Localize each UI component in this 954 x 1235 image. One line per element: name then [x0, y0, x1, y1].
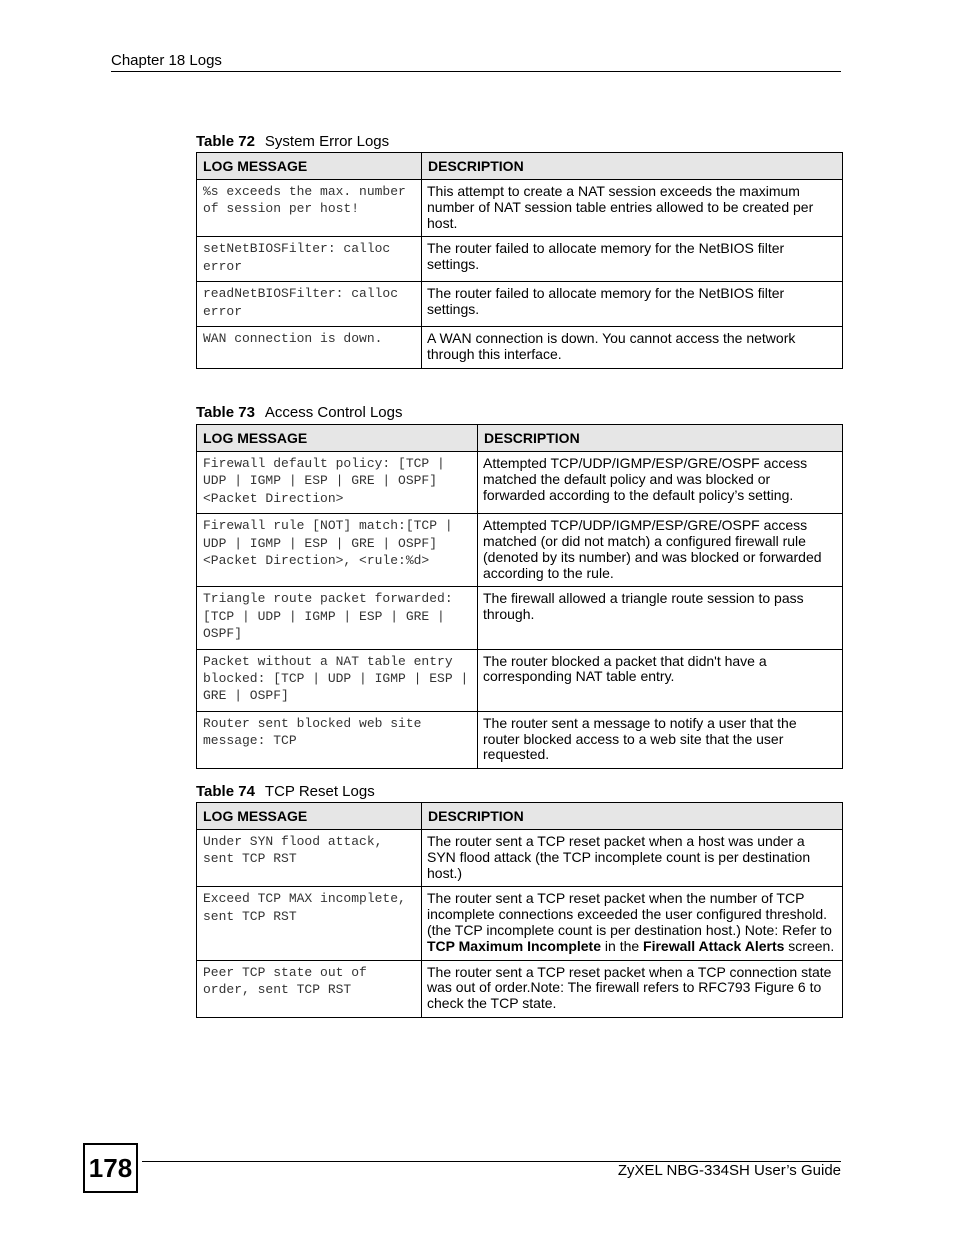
tcp-reset-logs-table	[196, 802, 843, 1018]
table-row	[197, 514, 843, 587]
log-message-cell: setNetBIOSFilter: calloc error	[197, 237, 422, 282]
description-cell: This attempt to create a NAT session exceeds the maximum number of NAT session table entries allowed to be created per host.	[422, 180, 843, 237]
running-header: Chapter 18 Logs	[111, 52, 222, 69]
column-header-description: DESCRIPTION	[422, 153, 843, 180]
system-error-logs-table	[196, 152, 843, 369]
table-row	[197, 960, 843, 1017]
description-cell: A WAN connection is down. You cannot access the network through this interface.	[422, 327, 843, 369]
table-row	[197, 649, 843, 711]
log-message-cell: %s exceeds the max. number of session per host!	[197, 180, 422, 237]
description-cell	[422, 887, 843, 960]
table-row	[197, 237, 843, 282]
table-title: TCP Reset Logs	[264, 783, 375, 800]
header-divider	[111, 71, 841, 72]
table-label: Table 73	[196, 404, 255, 421]
log-message-cell: Router sent blocked web site message: TCP	[197, 711, 478, 768]
log-message-cell: Triangle route packet forwarded: [TCP | UDP | IGMP | ESP | GRE | OSPF]	[197, 587, 478, 649]
log-message-cell: Firewall rule [NOT] match:[TCP | UDP | IGMP | ESP | GRE | OSPF] <Packet Direction>, <rule:%d>	[197, 514, 478, 587]
description-cell: Attempted TCP/UDP/IGMP/ESP/GRE/OSPF access matched (or did not match) a configured firewall rule (denoted by its number) and was blocked or forwarded according to the rule.	[478, 514, 843, 587]
description-cell: The router blocked a packet that didn't have a corresponding NAT table entry.	[478, 649, 843, 711]
description-cell: The router sent a message to notify a user that the router blocked access to a web site that the user requested.	[478, 711, 843, 768]
column-header-description: DESCRIPTION	[478, 425, 843, 452]
log-message-cell: Under SYN flood attack, sent TCP RST	[197, 830, 422, 887]
table-row	[197, 711, 843, 768]
table-72-caption	[196, 133, 389, 151]
table-title: System Error Logs	[264, 133, 390, 150]
table-row	[197, 887, 843, 960]
table-row	[197, 180, 843, 237]
description-cell: The router sent a TCP reset packet when a host was under a SYN flood attack (the TCP incomplete count is per destination host.)	[422, 830, 843, 887]
log-message-cell: Firewall default policy: [TCP | UDP | IGMP | ESP | GRE | OSPF] <Packet Direction>	[197, 452, 478, 514]
access-control-logs-table	[196, 424, 843, 769]
table-row	[197, 327, 843, 369]
description-cell: Attempted TCP/UDP/IGMP/ESP/GRE/OSPF access matched the default policy and was blocked or forwarded according to the default policy’s setting.	[478, 452, 843, 514]
table-74-caption	[196, 783, 375, 801]
table-header-row	[197, 425, 843, 452]
table-row	[197, 282, 843, 327]
table-header-row	[197, 803, 843, 830]
table-row	[197, 587, 843, 649]
description-cell: The router failed to allocate memory for the NetBIOS filter settings.	[422, 282, 843, 327]
description-text: in the	[601, 937, 644, 954]
column-header-log-message: LOG MESSAGE	[197, 153, 422, 180]
log-message-cell: Packet without a NAT table entry blocked: [TCP | UDP | IGMP | ESP | GRE | OSPF]	[197, 649, 478, 711]
log-message-cell: Exceed TCP MAX incomplete, sent TCP RST	[197, 887, 422, 960]
table-header-row	[197, 153, 843, 180]
description-text: screen.	[784, 937, 835, 954]
guide-title: ZyXEL NBG-334SH User’s Guide	[617, 1162, 841, 1179]
column-header-log-message: LOG MESSAGE	[197, 803, 422, 830]
description-cell: The router sent a TCP reset packet when a TCP connection state was out of order.Note: The firewall refers to RFC793 Figure 6 to check the TCP state.	[422, 960, 843, 1017]
table-label: Table 74	[196, 783, 255, 800]
ui-screen-name: Firewall Attack Alerts	[643, 937, 785, 954]
description-text: The router sent a TCP reset packet when the number of TCP incomplete connections exceeded the user configured threshold. (the TCP incomplete count is per destination host.) Note: Refer to	[427, 890, 832, 938]
table-row	[197, 452, 843, 514]
column-header-log-message: LOG MESSAGE	[197, 425, 478, 452]
table-73-caption	[196, 404, 403, 422]
log-message-cell: Peer TCP state out of order, sent TCP RST	[197, 960, 422, 1017]
page-number: 178	[83, 1143, 138, 1193]
ui-field-name: TCP Maximum Incomplete	[427, 937, 602, 954]
description-cell: The firewall allowed a triangle route session to pass through.	[478, 587, 843, 649]
column-header-description: DESCRIPTION	[422, 803, 843, 830]
log-message-cell: WAN connection is down.	[197, 327, 422, 369]
description-cell: The router failed to allocate memory for the NetBIOS filter settings.	[422, 237, 843, 282]
log-message-cell: readNetBIOSFilter: calloc error	[197, 282, 422, 327]
table-title: Access Control Logs	[264, 404, 403, 421]
table-label: Table 72	[196, 133, 255, 150]
table-row	[197, 830, 843, 887]
